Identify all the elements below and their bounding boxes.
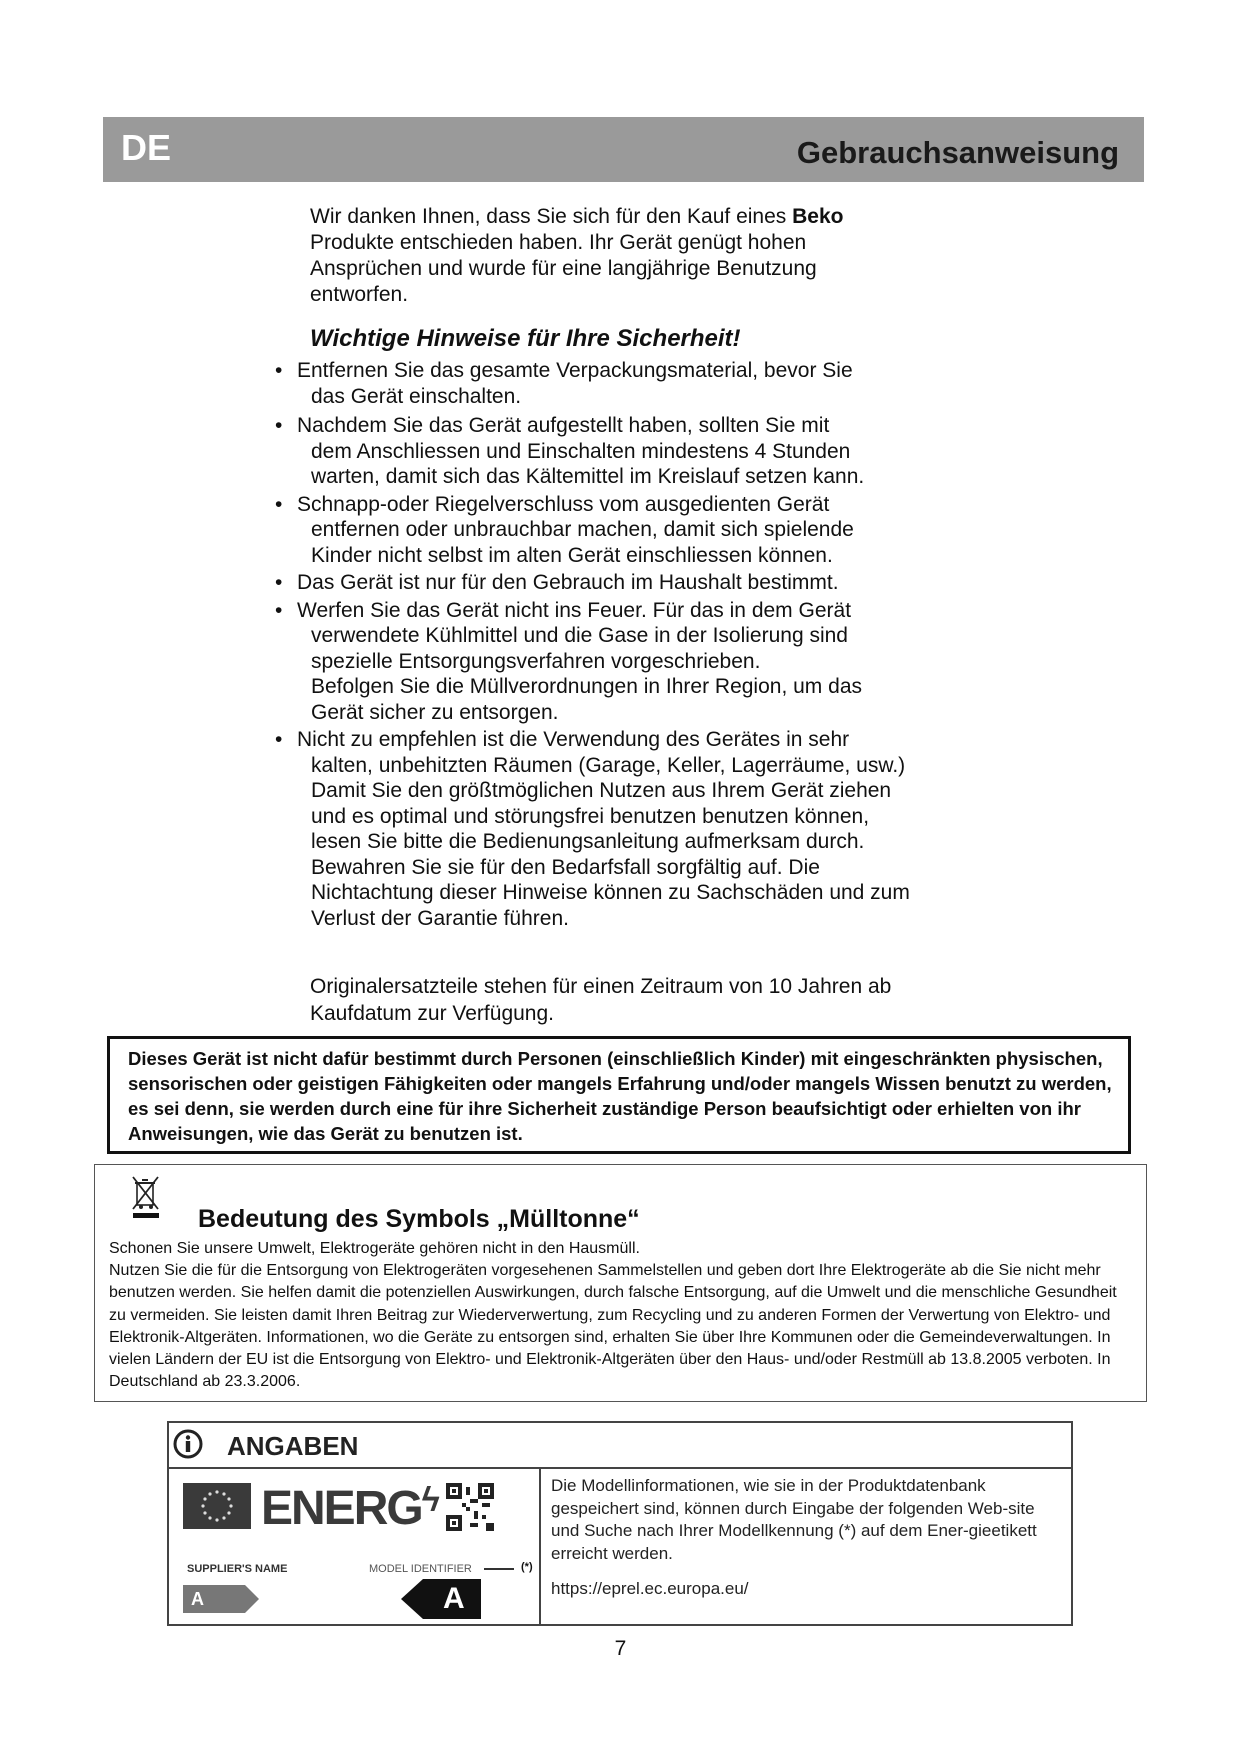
warning-box: Dieses Gerät ist nicht dafür bestimmt durch Personen (einschließlich Kinder) mit eingeschränkten physischen, sensorischen oder geistigen Fähigkeiten oder mangels Erfahrung und/oder mangels Wissen benutzt zu werden, es sei denn, sie werden durch eine für ihre Sicherheit zuständige Person beaufsichtigt oder erhielten von ihr Anweisungen, wie das Gerät zu benutzen ist.	[107, 1036, 1131, 1154]
crossed-out-bin-icon	[131, 1175, 161, 1219]
eprel-link[interactable]: https://eprel.ec.europa.eu/	[551, 1579, 749, 1598]
model-marker: (*)	[521, 1561, 533, 1573]
page-header	[103, 117, 1144, 182]
list-item: • Das Gerät ist nur für den Gebrauch im Haushalt bestimmt.	[275, 570, 915, 596]
large-arrow-shape	[401, 1579, 481, 1619]
list-item: • Werfen Sie das Gerät nicht ins Feuer. Für das in dem Gerät verwendete Kühlmittel und die Gase in der Isolierung sind spezielle Entsorgungsverfahren vorgeschrieben. Befolgen Sie die Müllverordnungen in Ihrer Region, um das Gerät sicher zu entsorgen.	[275, 598, 915, 726]
efficiency-class-large: A	[401, 1579, 481, 1619]
info-description: Die Modellinformationen, wie sie in der Produktdatenbank gespeichert sind, können durch Eingabe der folgenden Web-site und Suche nach Ihrer Modellkennung (*) auf dem Ener-gieetikett erreicht werden.	[551, 1476, 1037, 1563]
energy-info-box	[167, 1421, 1073, 1626]
list-item: • Nachdem Sie das Gerät aufgestellt haben, sollten Sie mit dem Anschliessen und Einschalten mindestens 4 Stunden warten, damit sich das Kältemittel im Kreislauf setzen kann.	[275, 413, 915, 490]
list-item: • Nicht zu empfehlen ist die Verwendung des Gerätes in sehr kalten, unbehitzten Räumen (Garage, Keller, Lagerräume, usw.) Damit Sie den größtmöglichen Nutzen aus Ihrem Gerät ziehen und es optimal und störungsfrei benutzen benutzen können, lesen Sie bitte die Bedienungsanleitung aufmerksam durch. Bewahren Sie sie für den Bedarfsfall sorgfältig auf. Die Nichtachtung dieser Hinweise können zu Sachschäden und zum Verlust der Garantie führen.	[275, 727, 915, 931]
safety-heading: Wichtige Hinweise für Ihre Sicherheit!	[310, 325, 741, 352]
info-header	[169, 1423, 1071, 1469]
page-title: Gebrauchsanweisung	[796, 135, 1119, 170]
model-identifier-label: MODEL IDENTIFIER	[369, 1563, 472, 1575]
spare-parts-note: Originalersatzteile stehen für einen Zeitraum von 10 Jahren ab Kaufdatum zur Verfügung.	[310, 975, 892, 1025]
brand-name: Beko	[792, 205, 844, 228]
safety-list	[275, 358, 915, 933]
eu-flag-icon	[183, 1483, 251, 1529]
disposal-text: Schonen Sie unsere Umwelt, Elektrogeräte gehören nicht in den Hausmüll. Nutzen Sie die für die Entsorgung von Elektrogeräten vorgesehenen Sammelstellen und geben dort Ihre Elektrogeräte ab die Sie nicht mehr benutzen werden. Sie helfen damit die potenziellen Auswirkungen, durch falsche Entsorgung, auf die Umwelt und die menschliche Gesundheit zu vermeiden. Sie leisten damit Ihren Beitrag zur Wiederverwertung, zum Recycling und zu anderen Formen der Verwertung von Elektro- und Elektronik-Altgeräten. Informationen, wo die Geräte zu entsorgen sind, erhalten Sie über Ihre Kommunen oder die Gemeindeverwaltungen. In vielen Ländern der EU ist die Entsorgung von Elektro- und Elektronik-Altgeräten über den Haus- und/oder Restmüll ab 13.8.2005 verboten. In Deutschland ab 23.3.2006.	[109, 1240, 1117, 1391]
list-item: • Schnapp-oder Riegelverschluss vom ausgedienten Gerät entfernen oder unbrauchbar machen, damit sich spielende Kinder nicht selbst im alten Gerät einschliessen können.	[275, 492, 915, 569]
supplier-name-label: SUPPLIER'S NAME	[187, 1563, 288, 1575]
disposal-heading: Bedeutung des Symbols „Mülltonne“	[198, 1205, 640, 1233]
energy-label-title: $ENERG^ϟ$	[261, 1481, 438, 1535]
efficiency-class-small: A	[183, 1585, 259, 1613]
energy-label-illustration	[169, 1469, 541, 1624]
lightning-icon: ϟ	[421, 1481, 438, 1519]
page-number: 7	[614, 1637, 627, 1660]
list-item: • Entfernen Sie das gesamte Verpackungsmaterial, bevor Sie das Gerät einschalten.	[275, 358, 915, 409]
language-code: DE	[121, 127, 172, 168]
arrow-icon	[484, 1568, 514, 1570]
info-icon	[173, 1429, 203, 1459]
qr-code-icon	[446, 1483, 494, 1531]
info-header-label: ANGABEN	[227, 1431, 359, 1461]
intro-paragraph: Wir danken Ihnen, dass Sie sich für den Kauf eines Beko Produkte entschieden haben. Ihr Gerät genügt hohen Ansprüchen und wurde für eine langjährige Benutzung entworfen.	[310, 205, 844, 306]
disposal-box	[94, 1164, 1147, 1402]
